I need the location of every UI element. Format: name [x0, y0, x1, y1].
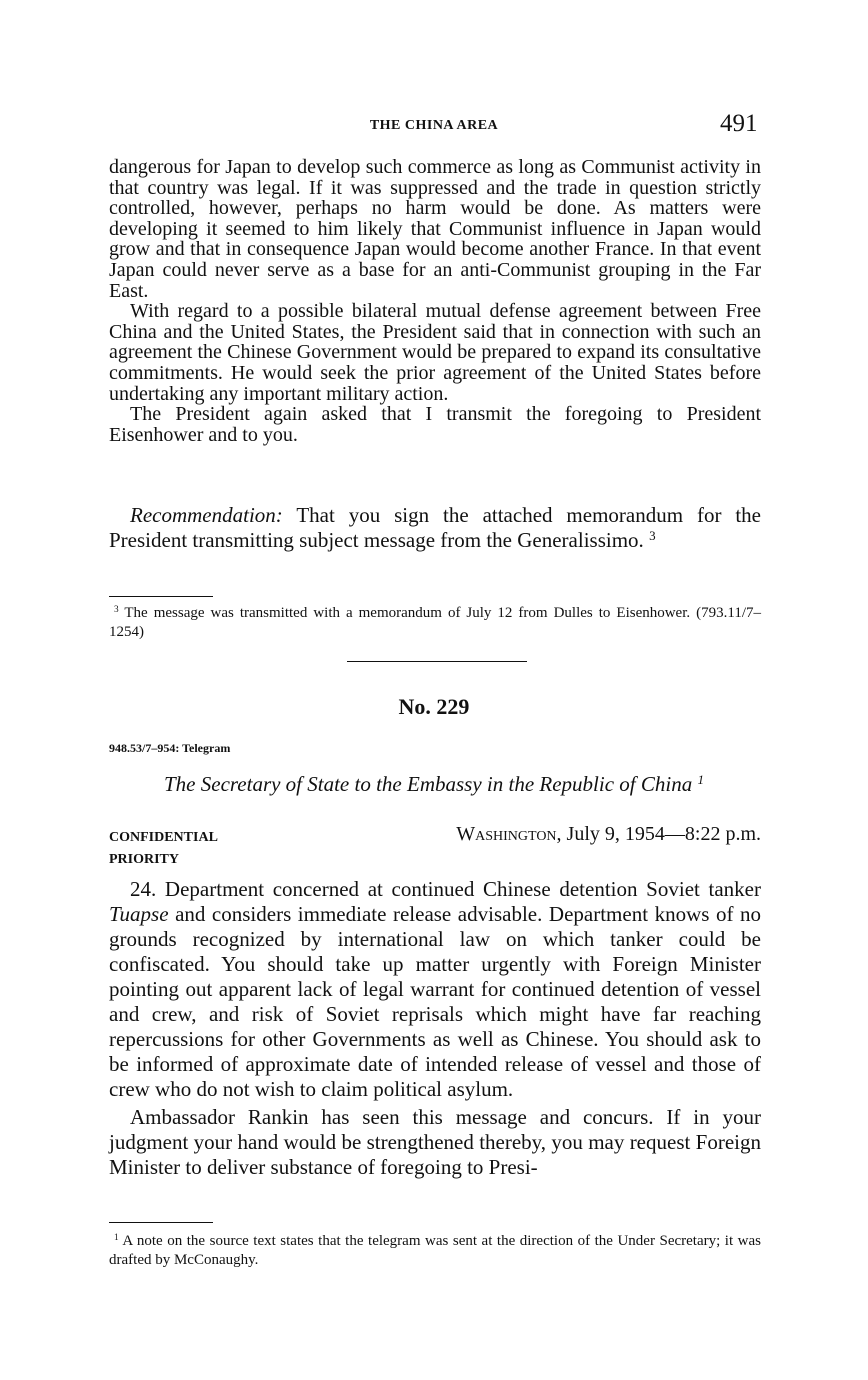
paragraph-transmit-request: The President again asked that I transmit the foregoing to President Eisenhower and to you.	[109, 403, 761, 446]
dateline-date: July 9, 1954—8:22 p.m.	[561, 823, 761, 845]
footnote-separator	[109, 596, 213, 597]
memo-continuation	[109, 157, 761, 445]
dateline	[405, 823, 761, 846]
section-divider	[347, 661, 527, 662]
vessel-name: Tuapse	[109, 902, 169, 926]
recommendation-paragraph	[109, 503, 761, 552]
recommendation-text: That you sign the attached memorandum for the President transmitting subject message from the Generalissimo.	[109, 503, 761, 552]
footnote-text-1: A note on the source text states that the telegram was sent at the direction of the Under Secretary; it was drafted by McConaughy.	[109, 1233, 761, 1268]
paragraph-tanker-detention	[109, 877, 761, 1102]
footnote-1	[109, 1232, 761, 1270]
file-reference: 948.53/7–954: Telegram	[109, 741, 231, 755]
footnote-ref-3: 3	[649, 527, 656, 543]
classification-block	[109, 827, 218, 871]
paragraph-defense-agreement: With regard to a possible bilateral mutual defense agreement between Free China and the United States, the President said that in connection with such an agreement the Chinese Government would be prepared to expand its consultative commitments. He would seek the prior agreement of the United States before undertaking any important military action.	[109, 300, 761, 405]
paragraph-ambassador-rankin: Ambassador Rankin has seen this message and concurs. If in your judgment your hand would be strengthened thereby, you may request Foreign Minister to deliver substance of foregoing to Presi-	[109, 1105, 761, 1179]
paragraph-japan-trade: dangerous for Japan to develop such commerce as long as Communist activity in that country was legal. If it was suppressed and the trade in question strictly controlled, however, perhaps no harm would be done. As matters were developing it seemed to him likely that Communist influence in Japan would grow and that in consequence Japan would become another France. In that event Japan could never serve as a base for an anti-Communist grouping in the Far East.	[109, 156, 761, 302]
footnote-marker-3: 3	[114, 604, 119, 615]
document-title-text: The Secretary of State to the Embassy in the Republic of China	[164, 772, 693, 796]
page-number: 491	[720, 110, 758, 137]
footnote-3	[109, 604, 761, 642]
classification-priority: PRIORITY	[109, 852, 180, 867]
footnote-separator-bottom	[109, 1222, 213, 1223]
footnote-text-3: The message was transmitted with a memorandum of July 12 from Dulles to Eisenhower. (793.11/7–1254)	[109, 605, 761, 640]
recommendation-label: Recommendation:	[130, 503, 283, 527]
footnote-ref-1: 1	[697, 771, 704, 787]
dateline-place: Washington,	[456, 823, 562, 845]
telegram-body	[109, 877, 761, 1183]
classification-confidential: CONFIDENTIAL	[109, 830, 218, 845]
paragraph-tanker-start: 24. Department concerned at continued Chinese detention Soviet tanker	[130, 877, 761, 901]
document-title	[0, 772, 868, 797]
running-head: THE CHINA AREA	[369, 118, 499, 133]
paragraph-tanker-end: and considers immediate release advisable. Department knows of no grounds recognized by international law on which tanker could be confiscated. You should take up matter urgently with Foreign Minister pointing out apparent lack of legal warrant for continued detention of vessel and crew, and risk of Soviet reprisals which might have far reaching repercussions for other Governments as well as Chinese. You should ask to be informed of approximate date of intended release of vessel and those of crew who do not wish to claim political asylum.	[109, 902, 761, 1101]
document-number: No. 229	[398, 694, 470, 719]
footnote-marker-1: 1	[114, 1232, 119, 1243]
